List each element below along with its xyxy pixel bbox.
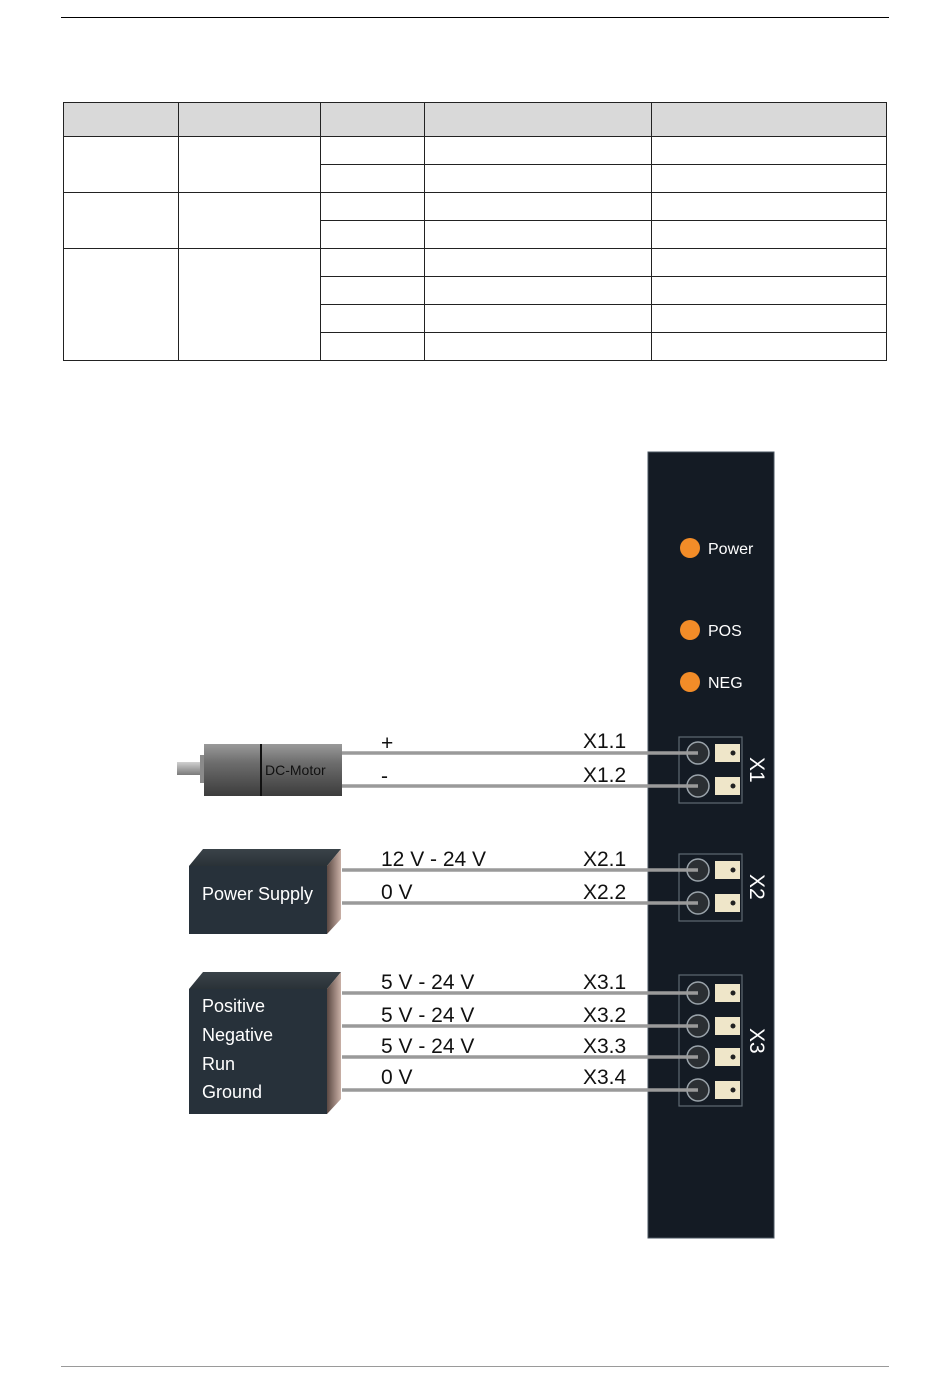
wire-signal-label: - <box>381 765 388 788</box>
terminal-id-label: X1.2 <box>583 764 627 787</box>
led-pos <box>680 620 742 640</box>
connector-label: X2 <box>745 874 768 900</box>
power-supply-label: Power Supply <box>202 884 314 904</box>
bottom-rule <box>61 1366 889 1367</box>
signal-label-negative: Negative <box>202 1025 274 1045</box>
clamp-icon <box>715 777 740 795</box>
terminal-id-label: X2.2 <box>583 881 627 904</box>
terminal-id-label: X3.1 <box>583 971 627 994</box>
clamp-icon <box>715 1048 740 1066</box>
signal-label-ground: Ground <box>202 1082 263 1102</box>
clamp-hole <box>731 751 736 756</box>
clamp-icon <box>715 861 740 879</box>
box-top-face <box>189 849 341 866</box>
terminal-id-label: X3.2 <box>583 1004 627 1027</box>
clamp-icon <box>715 894 740 912</box>
signal-label-positive: Positive <box>202 996 266 1016</box>
clamp-icon <box>715 1017 740 1035</box>
wire-signal-label: 12 V - 24 V <box>381 848 487 871</box>
led-label: Power <box>708 541 754 558</box>
clamp-hole <box>731 868 736 873</box>
box-side-face <box>327 972 341 1114</box>
led-neg <box>680 672 743 692</box>
wire-signal-label: + <box>381 732 394 755</box>
power-supply-box <box>189 849 341 934</box>
clamp-hole <box>731 1055 736 1060</box>
clamp-icon <box>715 984 740 1002</box>
led-indicator-icon <box>680 672 700 692</box>
clamp-hole <box>731 784 736 789</box>
connector-label: X1 <box>745 757 768 783</box>
wire-signal-label: 0 V <box>381 881 413 904</box>
signal-source-box <box>189 972 341 1114</box>
terminal-id-label: X1.1 <box>583 730 627 753</box>
clamp-icon <box>715 744 740 762</box>
signal-label-run: Run <box>202 1054 236 1074</box>
box-top-face <box>189 972 341 989</box>
led-label: NEG <box>708 675 743 692</box>
wire-signal-label: 5 V - 24 V <box>381 1004 475 1027</box>
led-label: POS <box>708 623 742 640</box>
terminal-id-label: X2.1 <box>583 848 627 871</box>
dc-motor <box>177 744 342 796</box>
wire-signal-label: 5 V - 24 V <box>381 971 475 994</box>
clamp-icon <box>715 1081 740 1099</box>
clamp-hole <box>731 1024 736 1029</box>
clamp-hole <box>731 1088 736 1093</box>
terminal-id-label: X3.4 <box>583 1066 627 1089</box>
motor-label: DC-Motor <box>265 762 326 778</box>
terminal-id-label: X3.3 <box>583 1035 627 1058</box>
led-indicator-icon <box>680 620 700 640</box>
wire-signal-label: 0 V <box>381 1066 413 1089</box>
led-indicator-icon <box>680 538 700 558</box>
wire-signal-label: 5 V - 24 V <box>381 1035 475 1058</box>
controller-board <box>648 452 774 1238</box>
led-power <box>680 538 754 558</box>
connector-label: X3 <box>745 1028 768 1054</box>
clamp-hole <box>731 991 736 996</box>
clamp-hole <box>731 901 736 906</box>
